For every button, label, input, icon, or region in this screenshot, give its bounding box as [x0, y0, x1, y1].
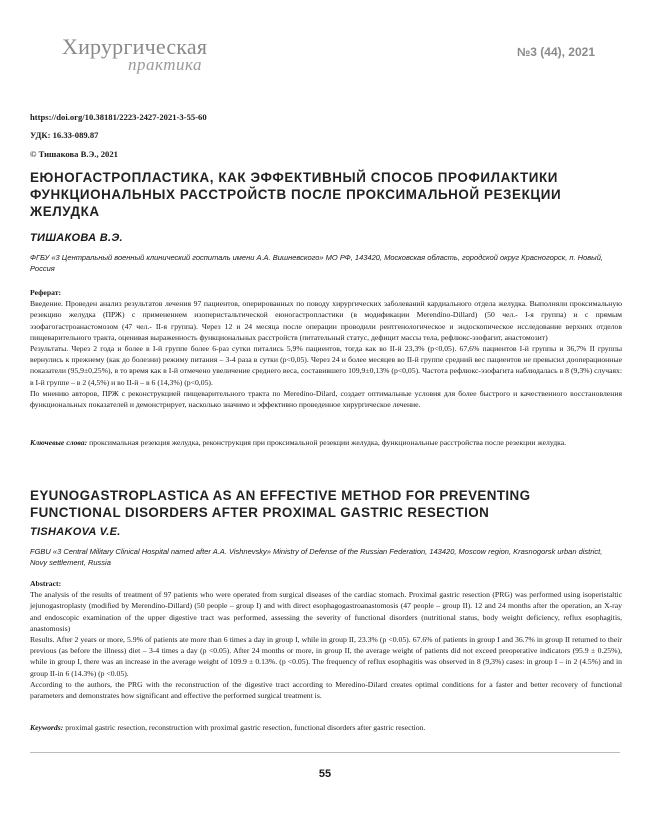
- footer-divider: [30, 752, 620, 753]
- author-en: TISHAKOVA V.E.: [30, 526, 121, 538]
- abstract-en-conclusion: According to the authors, the PRG with the reconstruction of the digestive tract according to Meredino-Dilard creates optimal conditions for a faster and better recovery of functional parameters and demonstrates how significant and effective the performed surgical treatment is.: [30, 679, 622, 701]
- abstract-en-results: Results. After 2 years or more, 5.9% of patients ate more than 6 times a day in group I, while in group II, 23.3% (p <0.05). 67.6% of patients in group I and 36.7% in group II returned to their previous (as before the illness) diet – 3-4 times a day (p <0.05). After 24 months or more, in group II, the average weight of patients did not exceed preoperative indicators (95.9 ± 0.25%), while in group I, there was an increase in the average weight of 109.9 ± 0.13%. (p <0.05). The frequency of reflux esophagitis was observed in 8 (9,3%) cases: in group I – in 2 (4.5%) and in group II-in 6 (14.3%) (p <0.05).: [30, 635, 622, 678]
- abstract-ru-conclusion: По мнению авторов, ПРЖ с реконструкцией пищеварительного тракта по Meredino-Dilard, создает оптимальные условия для более быстрого и качественного восстановления функциональных показателей и демонстрирует, насколько значимо и эффективно проведенное хирургическое лечение.: [30, 388, 622, 410]
- abstract-ru: [30, 287, 622, 410]
- journal-header: [0, 0, 650, 90]
- affiliation-ru: ФГБУ «3 Центральный военный клинический госпиталь имени А.А. Вишневского» МО РФ, 143420, Московская область, городской округ Красногорск, п. Новый, Россия: [30, 253, 603, 273]
- keywords-en: [30, 722, 622, 733]
- keywords-label-ru: Ключевые слова:: [30, 438, 88, 447]
- article-title-en: EYUNOGASTROPLASTICA AS AN EFFECTIVE METHOD FOR PREVENTING FUNCTIONAL DISORDERS AFTER PROXIMAL GASTRIC RESECTION: [30, 488, 531, 520]
- page-number: 55: [318, 768, 332, 780]
- affiliation-en: FGBU «3 Central Military Clinical Hospital named after A.A. Vishnevsky» Ministry of Defense of the Russian Federation, 143420, Moscow region, Krasnogorsk urban district, Novy settlement, Russia: [30, 547, 603, 567]
- abstract-heading-en: Abstract:: [30, 579, 62, 588]
- udc-code: УДК: 16.33-089.87: [30, 130, 99, 140]
- issue-number: №3 (44), 2021: [516, 45, 595, 59]
- keywords-text-en: proximal gastric resection, reconstruction with proximal gastric resection, functional disorders after gastric resection.: [63, 723, 426, 732]
- abstract-en-intro: The analysis of the results of treatment of 97 patients who were operated from surgical diseases of the cardiac stomach. Proximal gastric resection (PRG) was performed using isoperistaltic jejunogastroplasty (modified by Merendino-Dillard) (50 people – group I) and with direct esophagogastroanastomosis (47 people – group II). 12 and 24 months after the operation, an X-ray and endoscopic examination of the upper digestive tract was performed, assessing the severity of functional disorders (nutritional status, body weight deficiency, reflux esophagitis, anastomosis): [30, 590, 622, 633]
- author-ru: ТИШАКОВА В.Э.: [30, 232, 123, 244]
- journal-logo-title: Хирургическая: [62, 34, 208, 59]
- keywords-label-en: Keywords:: [30, 723, 64, 732]
- copyright: © Тишакова В.Э., 2021: [30, 149, 118, 159]
- keywords-text-ru: проксимальная резекция желудка, реконструкция при проксимальной резекции желудка, функциональные расстройства после резекции желудка.: [87, 438, 567, 447]
- journal-logo-subtitle: практика: [128, 55, 203, 74]
- doi-link[interactable]: https://doi.org/10.38181/2223-2427-2021-3-55-60: [30, 112, 207, 122]
- article-title-ru: ЕЮНОГАСТРОПЛАСТИКА, КАК ЭФФЕКТИВНЫЙ СПОСОБ ПРОФИЛАКТИКИ ФУНКЦИОНАЛЬНЫХ РАССТРОЙСТВ ПОСЛЕ ПРОКСИМАЛЬНОЙ РЕЗЕКЦИИ ЖЕЛУДКА: [30, 170, 562, 219]
- keywords-ru: [30, 437, 622, 448]
- abstract-heading-ru: Реферат:: [30, 288, 62, 297]
- abstract-ru-intro: Введение. Проведен анализ результатов лечения 97 пациентов, оперированных по поводу хирургических заболеваний кардиального отдела желудка. Выполняли проксимальную резекцию желудка (ПРЖ) с применением изоперистальтической еюногастропластики (в модификации Merendino-Dillard) (50 чел.- I-я группа) и с прямым эзофагогастроанастомозом (47 чел.- II-я группа). Через 12 и 24 месяца после операции проводили рентгенологическое и эндоскопическое исследование верхних отделов пищеварительного тракта, оценивая выраженность функциональных расстройств (питательный статус, дефицит массы тела, рефлюкс-эзофагит, анастомозит): [30, 299, 622, 342]
- abstract-en: [30, 578, 622, 701]
- abstract-ru-results: Результаты. Через 2 года и более в I-й группе более 6-раз сутки питались 5,9% пациентов, тогда как во II-й 23,3% (p<0,05). 67,6% пациентов I-й группы и 36,7% II группы вернулись к прежнему (как до болезни) режиму питания – 3-4 раза в сутки (p<0,05). Через 24 и более месяцев во II-й группе средний вес пациентов не превысил дооперационные показатели (95,9±0,25%), в то время как в I-й отмечено увеличение среднего веса, составившего 109,9±0,13% (p<0,05). Частота рефлюкс-эзофагита наблюдалась в 8 (9,3%) случаях: в I-й группе – в 2 (4,5%) и во II-й – в 6 (14,3%) (p<0,05).: [30, 344, 622, 387]
